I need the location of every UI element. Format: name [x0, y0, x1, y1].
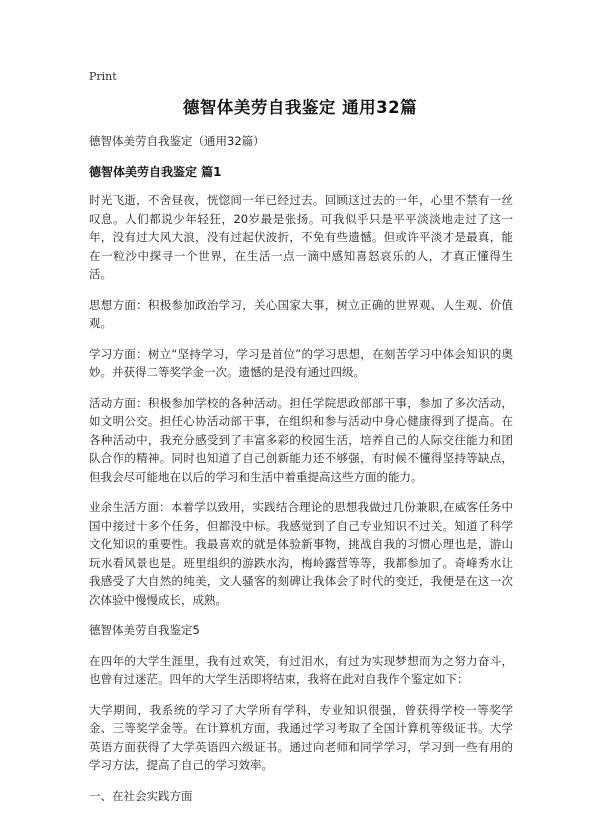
paragraph: 在四年的大学生涯里，我有过欢笑，有过泪水，有过为实现梦想而为之努力奋斗，也曾有过迷茫。四年的大学生活即将结束，我将在此对自我作个鉴定如下： — [89, 653, 513, 686]
paragraph: 一、在社会实践方面 — [89, 788, 193, 803]
paragraph: 业余生活方面：本着学以致用，实践结合理论的思想我做过几份兼职,在威客任务中国中接过十多个任务，但都没中标。我感觉到了自己专业知识不过关。知道了科学文化知识的重要性。我最喜欢的就是体验新事物，挑战自我的习惯心理也是，游山玩水看风景也是。班里组织的游跌水沟，梅岭露营等等，我都参加了。奇峰秀水让我感受了大自然的纯美，文人骚客的刻碑让我体会了时代的变迁，我便是在这一次次体验中慢慢成长，成熟。 — [89, 500, 513, 607]
document-subtitle: 德智体美劳自我鉴定（通用32篇） — [89, 134, 265, 148]
paragraph: 活动方面：积极参加学校的各种活动。担任学院思政部部干事，参加了多次活动，如文明公交。担任心协活动部干事，在组织和参与活动中身心健康得到了提高。在各种活动中，我充分感受到了丰富多彩的校园生活，培养自己的人际交往能力和团队合作的精神。同时也知道了自己创新能力还不够强，有时候不懂得坚持等缺点，但我会尽可能地在以后的学习和生活中着重提高这些方面的能力。 — [89, 395, 513, 484]
section-heading: 德智体美劳自我鉴定5 — [89, 623, 200, 637]
paragraph: 学习方面：树立“坚持学习，学习是首位”的学习思想，在刻苦学习中体会知识的奥妙。并获得二等奖学金一次。遗憾的是没有通过四级。 — [89, 346, 513, 379]
paragraph: 时光飞逝，不舍昼夜，恍惚间一年已经过去。回顾这过去的一年，心里不禁有一丝叹息。人们都说少年轻狂，20岁最是张扬。可我似乎只是平平淡淡地走过了这一年，没有过大风大浪，没有过起伏波折，不免有些遗憾。但或许平淡才是最真，能在一粒沙中探寻一个世界，在生活一点一滴中感知喜怒哀乐的人，才真正懂得生活。 — [89, 193, 513, 281]
print-label: Print — [89, 70, 117, 83]
section-heading: 德智体美劳自我鉴定 篇1 — [89, 164, 222, 179]
document-body — [89, 132, 513, 817]
paragraph: 思想方面：积极参加政治学习，关心国家大事，树立正确的世界观、人生观、价值观。 — [89, 297, 513, 330]
page-title: 德智体美劳自我鉴定 通用32篇 — [182, 98, 418, 117]
paragraph: 大学期间，我系统的学习了大学所有学科，专业知识很强，曾获得学校一等奖学金、三等奖学金等。在计算机方面，我通过学习考取了全国计算机等级证书。大学英语方面获得了大学英语四六级证书。通过向老师和同学学习，学习到一些有用的学习方法，提高了自己的学习效率。 — [89, 702, 513, 772]
